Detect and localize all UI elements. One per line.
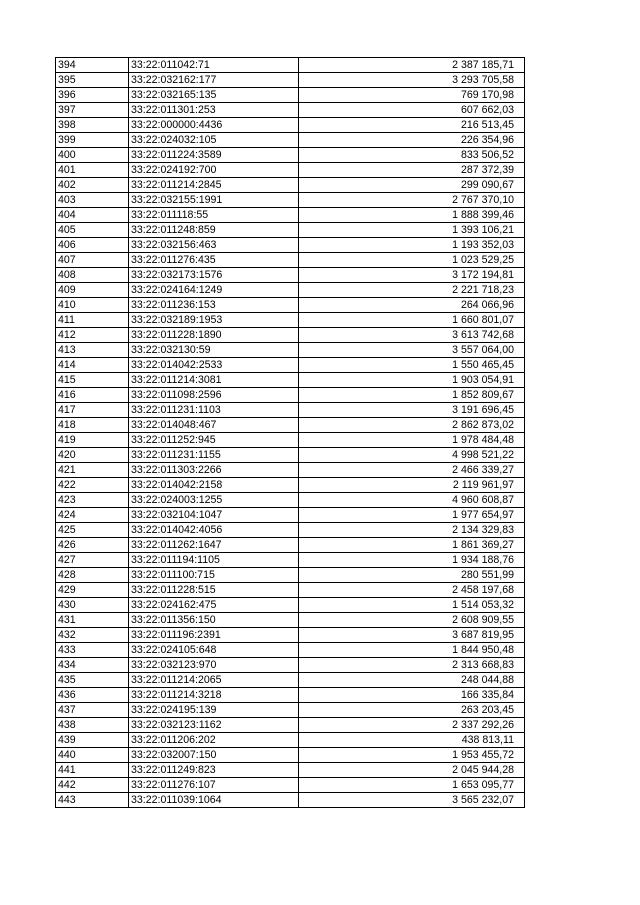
cadastral-number-cell: 33:22:011214:2845 xyxy=(129,178,299,193)
cadastral-value-cell: 2 608 909,55 xyxy=(299,613,525,628)
table-row xyxy=(56,373,525,388)
cadastral-value-cell: 1 193 352,03 xyxy=(299,238,525,253)
cadastral-value-cell: 1 953 455,72 xyxy=(299,748,525,763)
cadastral-number-cell: 33:22:011196:2391 xyxy=(129,628,299,643)
table-row xyxy=(56,343,525,358)
cadastral-value-cell: 1 653 095,77 xyxy=(299,778,525,793)
cadastral-number-cell: 33:22:032130:59 xyxy=(129,343,299,358)
cadastral-number-cell: 33:22:011214:2065 xyxy=(129,673,299,688)
row-number-cell: 426 xyxy=(56,538,129,553)
cadastral-number-cell: 33:22:000000:4436 xyxy=(129,118,299,133)
cadastral-value-cell: 3 687 819,95 xyxy=(299,628,525,643)
table-row xyxy=(56,448,525,463)
cadastral-value-cell: 1 888 399,46 xyxy=(299,208,525,223)
cadastral-number-cell: 33:22:011231:1155 xyxy=(129,448,299,463)
table-row xyxy=(56,358,525,373)
table-row xyxy=(56,388,525,403)
table-row xyxy=(56,223,525,238)
cadastral-number-cell: 33:22:011276:435 xyxy=(129,253,299,268)
cadastral-number-cell: 33:22:014048:467 xyxy=(129,418,299,433)
cadastral-value-table xyxy=(55,57,525,808)
cadastral-value-cell: 1 852 809,67 xyxy=(299,388,525,403)
table-row xyxy=(56,238,525,253)
cadastral-number-cell: 33:22:024105:648 xyxy=(129,643,299,658)
cadastral-number-cell: 33:22:011303:2266 xyxy=(129,463,299,478)
cadastral-number-cell: 33:22:011206:202 xyxy=(129,733,299,748)
table-row xyxy=(56,493,525,508)
row-number-cell: 399 xyxy=(56,133,129,148)
cadastral-value-cell: 3 293 705,58 xyxy=(299,73,525,88)
table-row xyxy=(56,478,525,493)
table-row xyxy=(56,583,525,598)
table-row xyxy=(56,643,525,658)
row-number-cell: 421 xyxy=(56,463,129,478)
table-row xyxy=(56,403,525,418)
table-row xyxy=(56,58,525,73)
cadastral-number-cell: 33:22:011249:823 xyxy=(129,763,299,778)
cadastral-number-cell: 33:22:011236:153 xyxy=(129,298,299,313)
row-number-cell: 429 xyxy=(56,583,129,598)
table-row xyxy=(56,268,525,283)
cadastral-value-cell: 4 960 608,87 xyxy=(299,493,525,508)
row-number-cell: 401 xyxy=(56,163,129,178)
cadastral-number-cell: 33:22:014042:2533 xyxy=(129,358,299,373)
cadastral-number-cell: 33:22:011228:1890 xyxy=(129,328,299,343)
cadastral-number-cell: 33:22:024032:105 xyxy=(129,133,299,148)
cadastral-number-cell: 33:22:024162:475 xyxy=(129,598,299,613)
cadastral-number-cell: 33:22:024192:700 xyxy=(129,163,299,178)
row-number-cell: 420 xyxy=(56,448,129,463)
cadastral-value-cell: 769 170,98 xyxy=(299,88,525,103)
cadastral-value-cell: 1 978 484,48 xyxy=(299,433,525,448)
table-row xyxy=(56,673,525,688)
cadastral-value-cell: 226 354,96 xyxy=(299,133,525,148)
cadastral-number-cell: 33:22:024003:1255 xyxy=(129,493,299,508)
row-number-cell: 442 xyxy=(56,778,129,793)
row-number-cell: 422 xyxy=(56,478,129,493)
table-row xyxy=(56,688,525,703)
cadastral-value-cell: 248 044,88 xyxy=(299,673,525,688)
cadastral-number-cell: 33:22:011042:71 xyxy=(129,58,299,73)
cadastral-number-cell: 33:22:011276:107 xyxy=(129,778,299,793)
row-number-cell: 443 xyxy=(56,793,129,808)
cadastral-value-cell: 1 861 369,27 xyxy=(299,538,525,553)
table-row xyxy=(56,733,525,748)
cadastral-value-cell: 3 557 064,00 xyxy=(299,343,525,358)
row-number-cell: 415 xyxy=(56,373,129,388)
row-number-cell: 439 xyxy=(56,733,129,748)
table-row xyxy=(56,793,525,808)
table-row xyxy=(56,208,525,223)
row-number-cell: 396 xyxy=(56,88,129,103)
table-row xyxy=(56,298,525,313)
table-body xyxy=(56,58,525,808)
cadastral-number-cell: 33:22:011248:859 xyxy=(129,223,299,238)
table-row xyxy=(56,283,525,298)
cadastral-value-cell: 166 335,84 xyxy=(299,688,525,703)
cadastral-number-cell: 33:22:032123:970 xyxy=(129,658,299,673)
table-row xyxy=(56,763,525,778)
cadastral-value-cell: 607 662,03 xyxy=(299,103,525,118)
row-number-cell: 400 xyxy=(56,148,129,163)
cadastral-number-cell: 33:22:014042:4056 xyxy=(129,523,299,538)
cadastral-value-cell: 833 506,52 xyxy=(299,148,525,163)
cadastral-number-cell: 33:22:011262:1647 xyxy=(129,538,299,553)
cadastral-number-cell: 33:22:011252:945 xyxy=(129,433,299,448)
row-number-cell: 419 xyxy=(56,433,129,448)
table-row xyxy=(56,778,525,793)
row-number-cell: 438 xyxy=(56,718,129,733)
table-row xyxy=(56,613,525,628)
cadastral-number-cell: 33:22:032104:1047 xyxy=(129,508,299,523)
row-number-cell: 414 xyxy=(56,358,129,373)
table-row xyxy=(56,748,525,763)
row-number-cell: 440 xyxy=(56,748,129,763)
cadastral-number-cell: 33:22:032155:1991 xyxy=(129,193,299,208)
table-row xyxy=(56,253,525,268)
row-number-cell: 441 xyxy=(56,763,129,778)
table-row xyxy=(56,598,525,613)
row-number-cell: 394 xyxy=(56,58,129,73)
cadastral-number-cell: 33:22:011098:2596 xyxy=(129,388,299,403)
table-row xyxy=(56,538,525,553)
row-number-cell: 423 xyxy=(56,493,129,508)
table-row xyxy=(56,553,525,568)
cadastral-number-cell: 33:22:011228:515 xyxy=(129,583,299,598)
cadastral-value-cell: 2 221 718,23 xyxy=(299,283,525,298)
cadastral-value-cell: 2 466 339,27 xyxy=(299,463,525,478)
row-number-cell: 413 xyxy=(56,343,129,358)
cadastral-number-cell: 33:22:011356:150 xyxy=(129,613,299,628)
row-number-cell: 431 xyxy=(56,613,129,628)
table-row xyxy=(56,313,525,328)
cadastral-value-cell: 2 387 185,71 xyxy=(299,58,525,73)
table-row xyxy=(56,88,525,103)
table-row xyxy=(56,178,525,193)
cadastral-number-cell: 33:22:024195:139 xyxy=(129,703,299,718)
cadastral-number-cell: 33:22:032162:177 xyxy=(129,73,299,88)
row-number-cell: 425 xyxy=(56,523,129,538)
table-row xyxy=(56,703,525,718)
table-row xyxy=(56,163,525,178)
cadastral-number-cell: 33:22:011039:1064 xyxy=(129,793,299,808)
row-number-cell: 430 xyxy=(56,598,129,613)
row-number-cell: 407 xyxy=(56,253,129,268)
cadastral-number-cell: 33:22:032189:1953 xyxy=(129,313,299,328)
cadastral-value-cell: 299 090,67 xyxy=(299,178,525,193)
cadastral-number-cell: 33:22:032007:150 xyxy=(129,748,299,763)
cadastral-number-cell: 33:22:011301:253 xyxy=(129,103,299,118)
cadastral-value-cell: 1 023 529,25 xyxy=(299,253,525,268)
cadastral-number-cell: 33:22:011100:715 xyxy=(129,568,299,583)
cadastral-value-cell: 1 550 465,45 xyxy=(299,358,525,373)
table-row xyxy=(56,148,525,163)
cadastral-number-cell: 33:22:011214:3081 xyxy=(129,373,299,388)
cadastral-number-cell: 33:22:011224:3589 xyxy=(129,148,299,163)
table-row xyxy=(56,73,525,88)
cadastral-number-cell: 33:22:032173:1576 xyxy=(129,268,299,283)
cadastral-value-cell: 4 998 521,22 xyxy=(299,448,525,463)
row-number-cell: 432 xyxy=(56,628,129,643)
cadastral-value-cell: 3 613 742,68 xyxy=(299,328,525,343)
row-number-cell: 411 xyxy=(56,313,129,328)
row-number-cell: 397 xyxy=(56,103,129,118)
cadastral-value-cell: 1 514 053,32 xyxy=(299,598,525,613)
cadastral-number-cell: 33:22:032123:1162 xyxy=(129,718,299,733)
cadastral-value-cell: 438 813,11 xyxy=(299,733,525,748)
row-number-cell: 434 xyxy=(56,658,129,673)
row-number-cell: 437 xyxy=(56,703,129,718)
table-row xyxy=(56,133,525,148)
cadastral-number-cell: 33:22:011231:1103 xyxy=(129,403,299,418)
cadastral-value-cell: 216 513,45 xyxy=(299,118,525,133)
cadastral-number-cell: 33:22:032165:135 xyxy=(129,88,299,103)
cadastral-value-cell: 2 313 668,83 xyxy=(299,658,525,673)
row-number-cell: 402 xyxy=(56,178,129,193)
cadastral-number-cell: 33:22:032156:463 xyxy=(129,238,299,253)
cadastral-number-cell: 33:22:014042:2158 xyxy=(129,478,299,493)
table-row xyxy=(56,418,525,433)
row-number-cell: 406 xyxy=(56,238,129,253)
table-row xyxy=(56,523,525,538)
cadastral-value-cell: 2 767 370,10 xyxy=(299,193,525,208)
table-row xyxy=(56,658,525,673)
row-number-cell: 424 xyxy=(56,508,129,523)
row-number-cell: 433 xyxy=(56,643,129,658)
table-row xyxy=(56,568,525,583)
row-number-cell: 435 xyxy=(56,673,129,688)
row-number-cell: 403 xyxy=(56,193,129,208)
cadastral-value-cell: 1 844 950,48 xyxy=(299,643,525,658)
cadastral-value-cell: 263 203,45 xyxy=(299,703,525,718)
row-number-cell: 427 xyxy=(56,553,129,568)
cadastral-value-cell: 1 660 801,07 xyxy=(299,313,525,328)
cadastral-value-cell: 280 551,99 xyxy=(299,568,525,583)
row-number-cell: 404 xyxy=(56,208,129,223)
row-number-cell: 398 xyxy=(56,118,129,133)
table-row xyxy=(56,328,525,343)
cadastral-value-cell: 2 862 873,02 xyxy=(299,418,525,433)
table-row xyxy=(56,193,525,208)
cadastral-value-cell: 2 458 197,68 xyxy=(299,583,525,598)
table-row xyxy=(56,718,525,733)
table-row xyxy=(56,433,525,448)
cadastral-value-cell: 1 393 106,21 xyxy=(299,223,525,238)
row-number-cell: 428 xyxy=(56,568,129,583)
table-row xyxy=(56,463,525,478)
row-number-cell: 405 xyxy=(56,223,129,238)
row-number-cell: 395 xyxy=(56,73,129,88)
cadastral-value-cell: 3 565 232,07 xyxy=(299,793,525,808)
table-row xyxy=(56,118,525,133)
row-number-cell: 412 xyxy=(56,328,129,343)
cadastral-value-cell: 2 134 329,83 xyxy=(299,523,525,538)
table-row xyxy=(56,508,525,523)
row-number-cell: 418 xyxy=(56,418,129,433)
cadastral-value-cell: 3 172 194,81 xyxy=(299,268,525,283)
row-number-cell: 417 xyxy=(56,403,129,418)
cadastral-value-cell: 1 934 188,76 xyxy=(299,553,525,568)
cadastral-value-cell: 3 191 696,45 xyxy=(299,403,525,418)
cadastral-value-cell: 2 337 292,26 xyxy=(299,718,525,733)
cadastral-value-cell: 1 903 054,91 xyxy=(299,373,525,388)
cadastral-number-cell: 33:22:024164:1249 xyxy=(129,283,299,298)
row-number-cell: 408 xyxy=(56,268,129,283)
row-number-cell: 436 xyxy=(56,688,129,703)
cadastral-number-cell: 33:22:011214:3218 xyxy=(129,688,299,703)
cadastral-value-cell: 287 372,39 xyxy=(299,163,525,178)
table-row xyxy=(56,103,525,118)
row-number-cell: 416 xyxy=(56,388,129,403)
table-row xyxy=(56,628,525,643)
cadastral-value-cell: 2 119 961,97 xyxy=(299,478,525,493)
cadastral-value-cell: 2 045 944,28 xyxy=(299,763,525,778)
cadastral-value-cell: 264 066,96 xyxy=(299,298,525,313)
cadastral-number-cell: 33:22:011118:55 xyxy=(129,208,299,223)
row-number-cell: 410 xyxy=(56,298,129,313)
cadastral-value-cell: 1 977 654,97 xyxy=(299,508,525,523)
cadastral-number-cell: 33:22:011194:1105 xyxy=(129,553,299,568)
row-number-cell: 409 xyxy=(56,283,129,298)
